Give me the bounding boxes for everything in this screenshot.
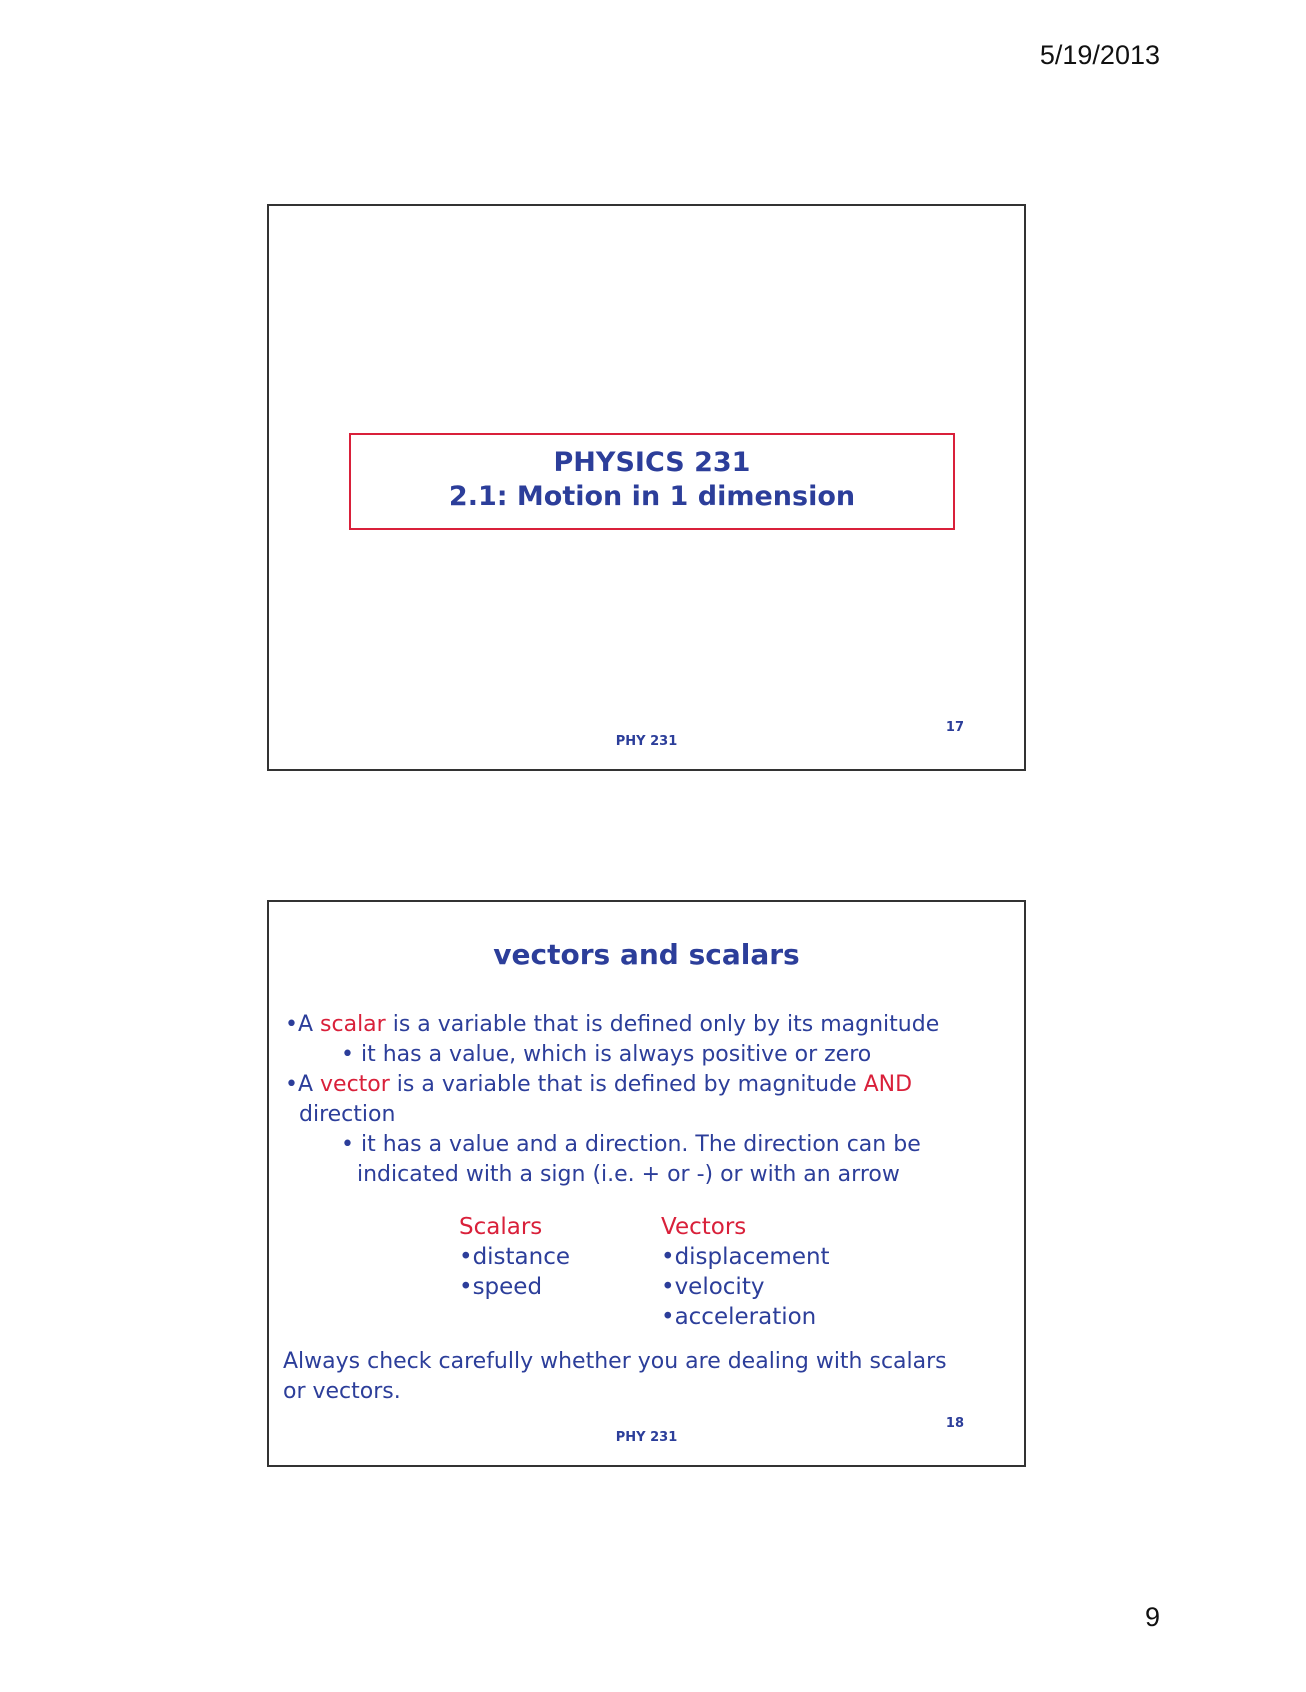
term-vector: vector — [320, 1072, 390, 1097]
slide-title-line2: 2.1: Motion in 1 dimension — [448, 481, 856, 512]
closing-line1: Always check carefully whether you are dealing with scalars — [283, 1349, 947, 1374]
scalars-header: Scalars — [459, 1214, 543, 1240]
slide-title-line1: PHYSICS 231 — [553, 447, 751, 478]
bullet-vector-definition — [285, 1070, 1020, 1100]
text-segment: •A — [285, 1072, 321, 1097]
list-item: •velocity — [661, 1274, 765, 1300]
page-number: 9 — [1144, 1602, 1160, 1632]
sub-bullet-scalar: • it has a value, which is always positive or zero — [341, 1042, 872, 1067]
list-item: •acceleration — [661, 1304, 817, 1330]
page-date: 5/19/2013 — [1039, 40, 1160, 70]
slide-18 — [267, 900, 1026, 1467]
slide-heading: vectors and scalars — [493, 938, 800, 971]
list-item: •displacement — [661, 1244, 830, 1270]
slide-number: 18 — [945, 1416, 964, 1431]
text-segment: is a variable that is defined only by its magnitude — [385, 1012, 940, 1037]
slide-17 — [267, 204, 1026, 771]
text-segment: is a variable that is defined by magnitude — [389, 1072, 864, 1097]
slide-number: 17 — [945, 720, 964, 735]
list-item: •speed — [459, 1274, 543, 1300]
vectors-header: Vectors — [661, 1214, 747, 1240]
bullet-vector-definition-cont: direction — [299, 1102, 396, 1127]
list-item: •distance — [459, 1244, 571, 1270]
sub-bullet-vector-cont: indicated with a sign (i.e. + or -) or with an arrow — [357, 1162, 900, 1187]
term-scalar: scalar — [320, 1012, 386, 1037]
vectors-column — [661, 1212, 830, 1332]
closing-note — [283, 1347, 1018, 1407]
slide-footer: PHY 231 — [615, 1430, 678, 1445]
bullet-scalar-definition — [285, 1010, 1020, 1040]
sub-bullet-vector: • it has a value and a direction. The direction can be — [341, 1132, 921, 1157]
slide-footer: PHY 231 — [615, 734, 678, 749]
slide-title-box — [349, 433, 955, 530]
scalars-column — [459, 1212, 570, 1302]
text-segment: •A — [285, 1012, 321, 1037]
closing-line2: or vectors. — [283, 1379, 401, 1404]
term-and: AND — [863, 1072, 913, 1097]
slide-body — [285, 1010, 1020, 1190]
